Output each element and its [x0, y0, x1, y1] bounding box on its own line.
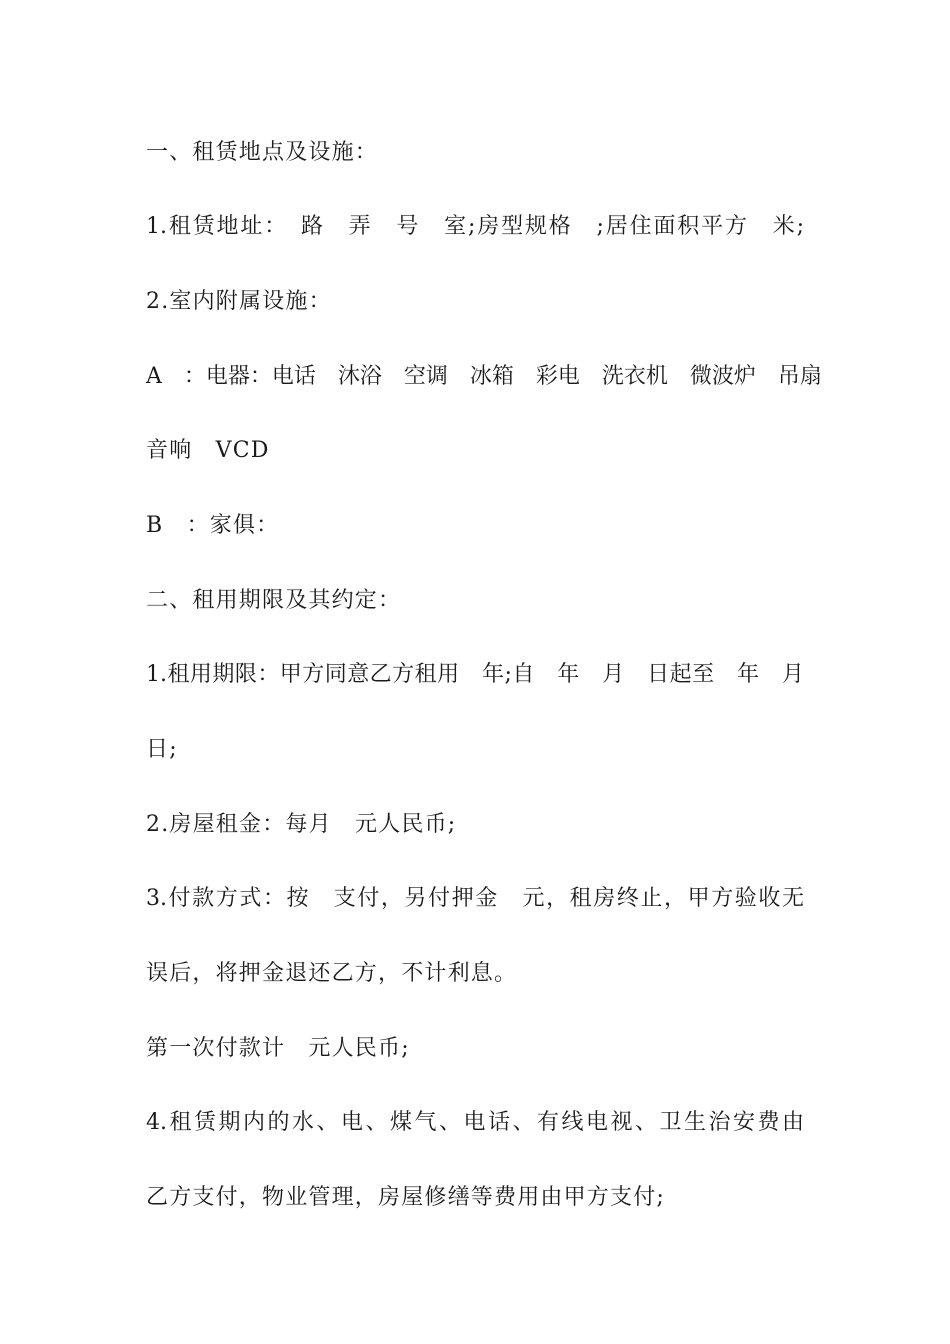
clause-first-payment: 第一次付款计 元人民币;	[146, 1036, 410, 1061]
clause-appliances-cont: 音响 VCD	[146, 438, 270, 463]
clause-utilities: 4.租赁期内的水、电、煤气、电话、有线电视、卫生治安费由	[146, 1110, 804, 1135]
clause-lease-term: 1.租用期限：甲方同意乙方租用 年;自 年 月 日起至 年 月	[146, 662, 804, 687]
clause-rent: 2.房屋租金：每月 元人民币;	[146, 812, 457, 837]
clause-payment-cont: 误后，将押金退还乙方，不计利息。	[146, 961, 518, 986]
clause-lease-term-cont: 日;	[146, 737, 178, 762]
clause-address: 1.租赁地址： 路 弄 号 室;房型规格 ;居住面积平方 米;	[146, 214, 804, 239]
clause-appliances: A ：电器：电话 沐浴 空调 冰箱 彩电 洗衣机 微波炉 吊扇	[146, 364, 822, 389]
clause-furniture: B ：家俱：	[146, 513, 280, 538]
section-heading-location: 一、租赁地点及设施：	[146, 140, 379, 165]
clause-facilities: 2.室内附属设施：	[146, 289, 332, 314]
clause-payment: 3.付款方式：按 支付，另付押金 元，租房终止，甲方验收无	[146, 886, 804, 911]
section-heading-term: 二、租用期限及其约定：	[146, 588, 402, 613]
clause-utilities-cont: 乙方支付，物业管理，房屋修缮等费用由甲方支付;	[146, 1185, 666, 1210]
